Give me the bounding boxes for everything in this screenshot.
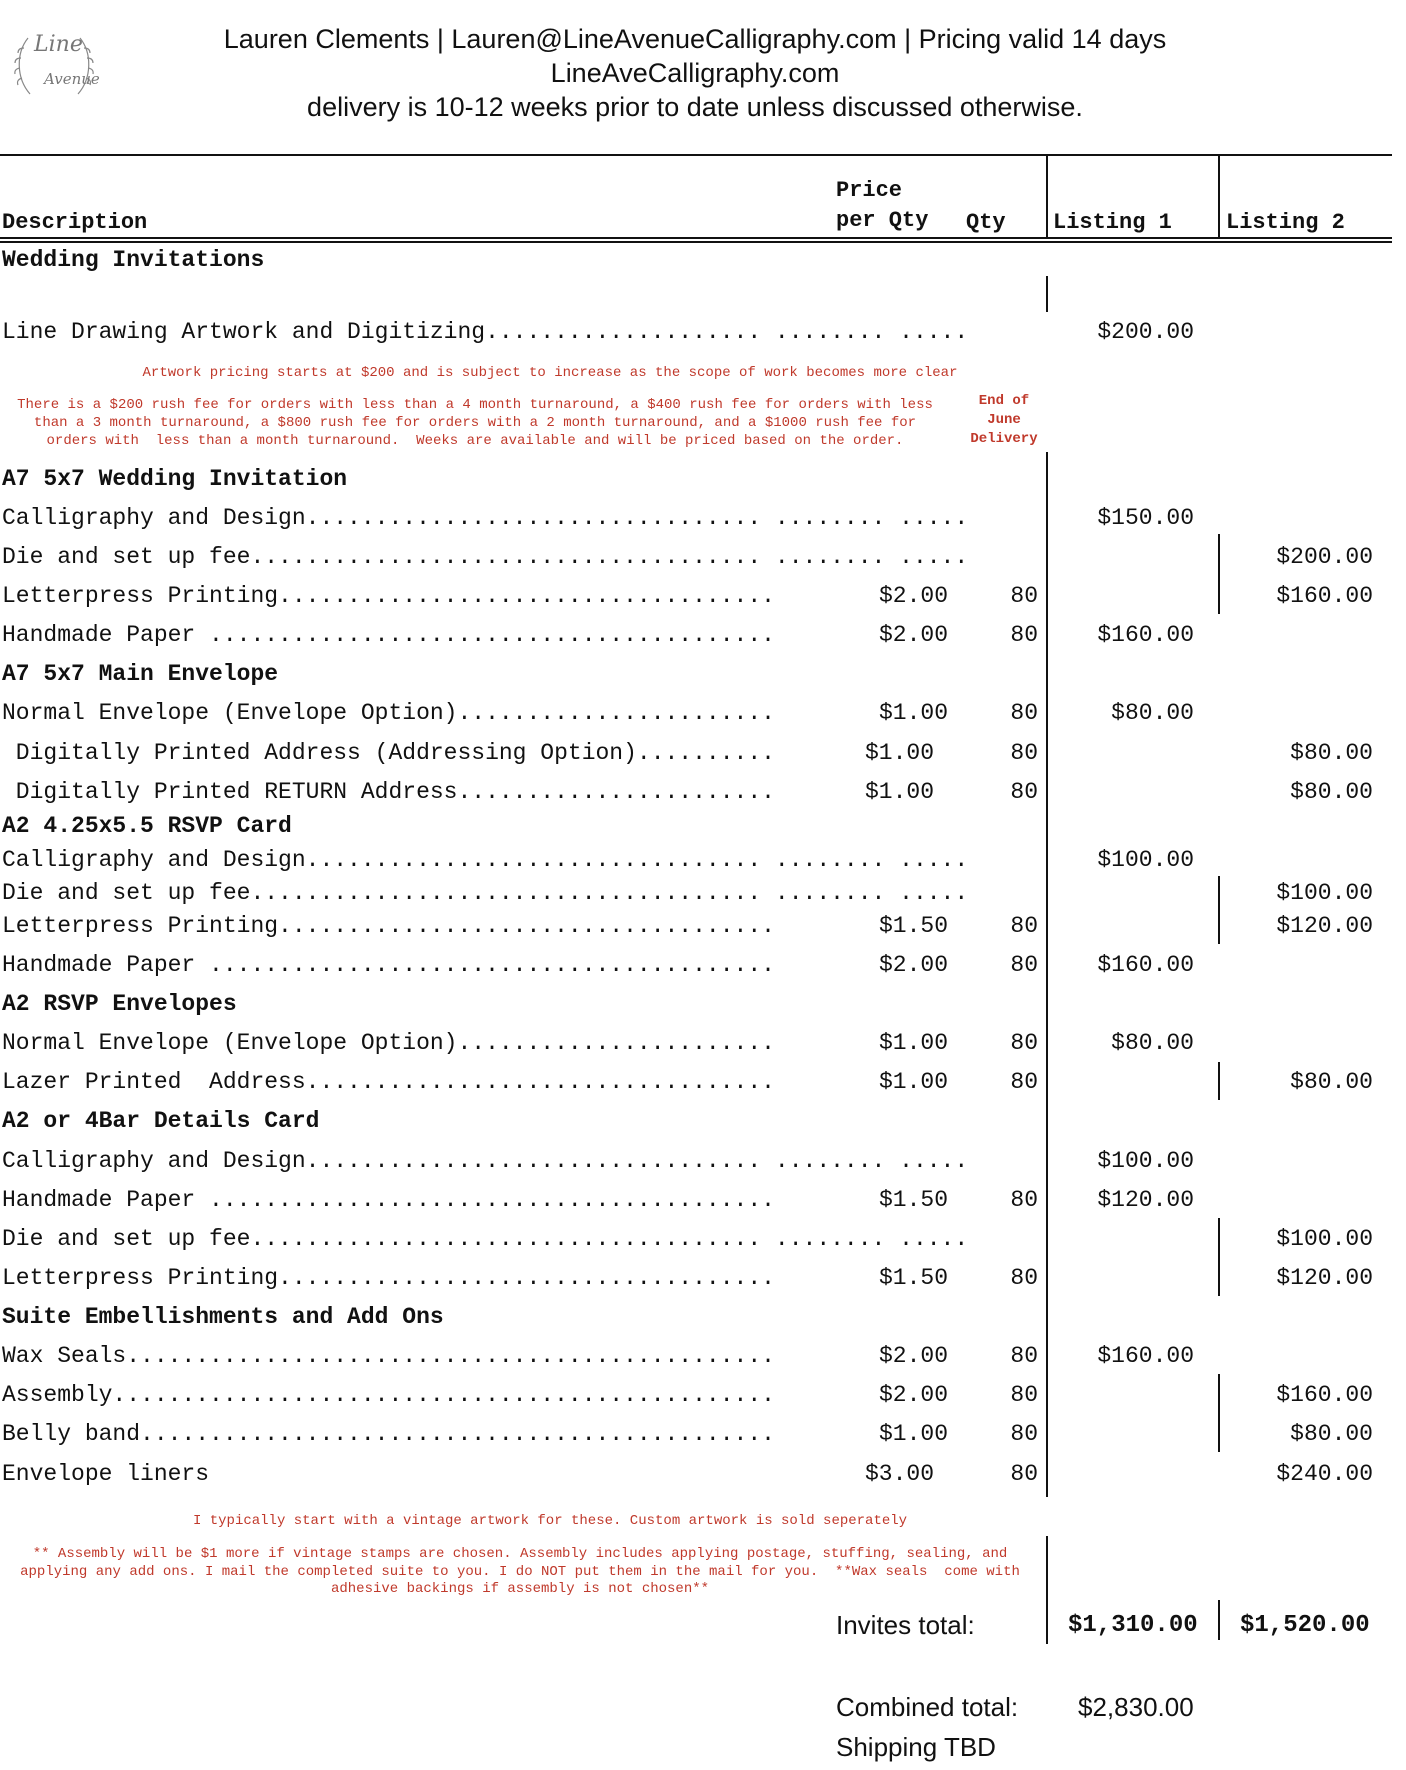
table-row bbox=[0, 700, 1400, 734]
row-listing1: $100.00 bbox=[1097, 1148, 1194, 1174]
row-price: $1.50 bbox=[878, 1187, 948, 1213]
row-price: $1.00 bbox=[878, 1069, 948, 1095]
table-row bbox=[0, 1343, 1400, 1377]
table-row bbox=[0, 544, 1400, 578]
table-row bbox=[0, 1069, 1400, 1103]
row-price: $2.00 bbox=[878, 622, 948, 648]
row-price: $1.00 bbox=[878, 1030, 948, 1056]
row-listing1: $120.00 bbox=[1097, 1187, 1194, 1213]
assembly-note-line3: adhesive backings if assembly is not chosen** bbox=[330, 1581, 710, 1597]
header-rule-1 bbox=[0, 237, 1392, 239]
rush-note-line2: than a 3 month turnaround, a $800 rush fee for orders with a 2 month turnaround, and a $1000 rush fee for bbox=[33, 415, 917, 431]
row-listing1: $160.00 bbox=[1097, 1343, 1194, 1369]
header-delivery-line: delivery is 10-12 weeks prior to date unless discussed otherwise. bbox=[307, 92, 1083, 122]
col-header-price-line1: Price bbox=[836, 178, 903, 203]
row-description: Digitally Printed Address (Addressing Option).......... bbox=[2, 740, 775, 766]
row-description: Belly band.............................................. bbox=[2, 1421, 775, 1447]
table-row bbox=[0, 1148, 1400, 1182]
logo-text-bottom: Avenue bbox=[44, 70, 100, 88]
vdiv-l2-total bbox=[1218, 1600, 1220, 1640]
assembly-note-line2: applying any add ons. I mail the completed suite to you. I do NOT put them in the mail for you. **Wax seals come with bbox=[20, 1564, 1020, 1580]
table-row bbox=[0, 779, 1400, 813]
vdiv-totals bbox=[1046, 1536, 1048, 1644]
col-header-listing2: Listing 2 bbox=[1226, 210, 1345, 235]
row-price: $2.00 bbox=[878, 583, 948, 609]
logo-text-top: Line bbox=[34, 32, 83, 57]
col-header-description: Description bbox=[2, 210, 148, 235]
section-title: Wedding Invitations bbox=[2, 247, 265, 273]
col-header-qty: Qty bbox=[966, 210, 1006, 235]
listing2-total: $1,520.00 bbox=[1240, 1612, 1370, 1639]
table-row bbox=[0, 583, 1400, 617]
row-qty: 80 bbox=[1010, 1187, 1038, 1213]
row-listing2: $100.00 bbox=[1276, 880, 1373, 906]
header-divider-listing1 bbox=[1046, 156, 1048, 237]
row-listing2: $120.00 bbox=[1276, 1265, 1373, 1291]
delivery-note-line2: June bbox=[987, 412, 1021, 428]
row-listing2: $80.00 bbox=[1290, 1421, 1373, 1447]
shipping-note: Shipping TBD bbox=[836, 1732, 996, 1762]
row-listing1: $200.00 bbox=[1097, 319, 1194, 345]
row-price: $1.50 bbox=[878, 913, 948, 939]
delivery-note-line1: End of bbox=[978, 393, 1030, 409]
row-listing2: $100.00 bbox=[1276, 1226, 1373, 1252]
table-row bbox=[0, 505, 1400, 539]
header-rule-2 bbox=[0, 241, 1392, 243]
table-row bbox=[0, 1030, 1400, 1064]
row-description: Lazer Printed Address.................................. bbox=[2, 1069, 775, 1095]
row-listing1: $150.00 bbox=[1097, 505, 1194, 531]
row-qty: 80 bbox=[1010, 1030, 1038, 1056]
row-listing2: $160.00 bbox=[1276, 583, 1373, 609]
header-website-line: LineAveCalligraphy.com bbox=[550, 58, 840, 88]
row-description: Die and set up fee..................................... ........ ..... bbox=[2, 1226, 969, 1252]
row-description: Handmade Paper ......................................... bbox=[2, 952, 775, 978]
row-description: Letterpress Printing.................................... bbox=[2, 1265, 775, 1291]
row-price: $2.00 bbox=[878, 1382, 948, 1408]
row-qty: 80 bbox=[1010, 779, 1038, 805]
row-description: Letterpress Printing.................................... bbox=[2, 583, 775, 609]
row-price: $3.00 bbox=[864, 1461, 934, 1487]
row-description: Calligraphy and Design................................. ........ ..... bbox=[2, 1148, 969, 1174]
row-listing2: $200.00 bbox=[1276, 544, 1373, 570]
rush-note-line3: orders with less than a month turnaround. Weeks are available and will be priced based on the order. bbox=[46, 433, 904, 449]
row-description: Die and set up fee..................................... ........ ..... bbox=[2, 544, 969, 570]
table-row bbox=[0, 1265, 1400, 1299]
row-qty: 80 bbox=[1010, 1265, 1038, 1291]
row-listing1: $160.00 bbox=[1097, 952, 1194, 978]
row-qty: 80 bbox=[1010, 913, 1038, 939]
table-row bbox=[0, 1382, 1400, 1416]
col-header-listing1: Listing 1 bbox=[1053, 210, 1172, 235]
header-contact-line: Lauren Clements | Lauren@LineAvenueCalligraphy.com | Pricing valid 14 days bbox=[223, 24, 1167, 54]
table-row bbox=[0, 319, 1400, 353]
listing1-total: $1,310.00 bbox=[1068, 1612, 1198, 1639]
row-price: $1.00 bbox=[878, 700, 948, 726]
top-rule bbox=[0, 154, 1392, 156]
col-header-price-line2: per Qty bbox=[836, 208, 929, 233]
row-qty: 80 bbox=[1010, 1461, 1038, 1487]
assembly-note-line1: ** Assembly will be $1 more if vintage stamps are chosen. Assembly includes applying postage, stuffing, sealing, and bbox=[32, 1546, 1008, 1562]
row-qty: 80 bbox=[1010, 622, 1038, 648]
table-row bbox=[0, 952, 1400, 986]
row-description: Letterpress Printing.................................... bbox=[2, 913, 775, 939]
row-description: Normal Envelope (Envelope Option)....................... bbox=[2, 700, 775, 726]
row-qty: 80 bbox=[1010, 952, 1038, 978]
artwork-note: Artwork pricing starts at $200 and is subject to increase as the scope of work becomes more clear bbox=[142, 365, 958, 381]
row-description: Normal Envelope (Envelope Option)....................... bbox=[2, 1030, 775, 1056]
row-qty: 80 bbox=[1010, 740, 1038, 766]
section-title: A2 4.25x5.5 RSVP Card bbox=[2, 813, 292, 839]
row-listing2: $80.00 bbox=[1290, 740, 1373, 766]
row-price: $2.00 bbox=[878, 1343, 948, 1369]
table-row bbox=[0, 880, 1400, 914]
section-title: A2 RSVP Envelopes bbox=[2, 991, 237, 1017]
section-title: Suite Embellishments and Add Ons bbox=[2, 1304, 444, 1330]
row-description: Assembly................................................ bbox=[2, 1382, 775, 1408]
row-description: Calligraphy and Design................................. ........ ..... bbox=[2, 847, 969, 873]
vintage-note: I typically start with a vintage artwork for these. Custom artwork is sold seperately bbox=[192, 1513, 908, 1529]
row-description: Handmade Paper ......................................... bbox=[2, 622, 775, 648]
row-description: Line Drawing Artwork and Digitizing.................... ........ ..... bbox=[2, 319, 969, 345]
row-description: Digitally Printed RETURN Address....................... bbox=[2, 779, 775, 805]
row-qty: 80 bbox=[1010, 700, 1038, 726]
combined-total-label: Combined total: bbox=[836, 1692, 1019, 1722]
row-listing1: $100.00 bbox=[1097, 847, 1194, 873]
row-listing2: $80.00 bbox=[1290, 1069, 1373, 1095]
row-description: Calligraphy and Design................................. ........ ..... bbox=[2, 505, 969, 531]
header-divider-listing2 bbox=[1218, 156, 1220, 237]
row-qty: 80 bbox=[1010, 1421, 1038, 1447]
row-listing2: $240.00 bbox=[1276, 1461, 1373, 1487]
table-row bbox=[0, 740, 1400, 774]
row-listing2: $160.00 bbox=[1276, 1382, 1373, 1408]
row-listing1: $80.00 bbox=[1111, 1030, 1194, 1056]
table-row bbox=[0, 913, 1400, 947]
row-listing2: $80.00 bbox=[1290, 779, 1373, 805]
section-title: A7 5x7 Main Envelope bbox=[2, 661, 279, 687]
row-description: Handmade Paper ......................................... bbox=[2, 1187, 775, 1213]
table-row bbox=[0, 1461, 1400, 1495]
table-row bbox=[0, 622, 1400, 656]
row-description: Die and set up fee..................................... ........ ..... bbox=[2, 880, 969, 906]
invites-total-label: Invites total: bbox=[836, 1610, 975, 1640]
section-title: A7 5x7 Wedding Invitation bbox=[2, 466, 348, 492]
rush-note-line1: There is a $200 rush fee for orders with less than a 4 month turnaround, a $400 rush fee for orders with less bbox=[17, 397, 933, 413]
row-price: $2.00 bbox=[878, 952, 948, 978]
table-row bbox=[0, 1187, 1400, 1221]
row-qty: 80 bbox=[1010, 583, 1038, 609]
delivery-note-line3: Delivery bbox=[970, 431, 1038, 447]
table-row bbox=[0, 1226, 1400, 1260]
row-listing1: $160.00 bbox=[1097, 622, 1194, 648]
table-row bbox=[0, 1421, 1400, 1455]
row-qty: 80 bbox=[1010, 1069, 1038, 1095]
row-price: $1.00 bbox=[878, 1421, 948, 1447]
vdiv bbox=[1046, 276, 1048, 312]
row-description: Envelope liners bbox=[2, 1461, 210, 1487]
section-title: A2 or 4Bar Details Card bbox=[2, 1108, 320, 1134]
row-listing2: $120.00 bbox=[1276, 913, 1373, 939]
row-price: $1.00 bbox=[864, 740, 934, 766]
table-row bbox=[0, 847, 1400, 881]
row-description: Wax Seals............................................... bbox=[2, 1343, 775, 1369]
row-qty: 80 bbox=[1010, 1343, 1038, 1369]
row-listing1: $80.00 bbox=[1111, 700, 1194, 726]
combined-total-value: $2,830.00 bbox=[1078, 1692, 1194, 1722]
row-price: $1.50 bbox=[878, 1265, 948, 1291]
row-qty: 80 bbox=[1010, 1382, 1038, 1408]
row-price: $1.00 bbox=[864, 779, 934, 805]
